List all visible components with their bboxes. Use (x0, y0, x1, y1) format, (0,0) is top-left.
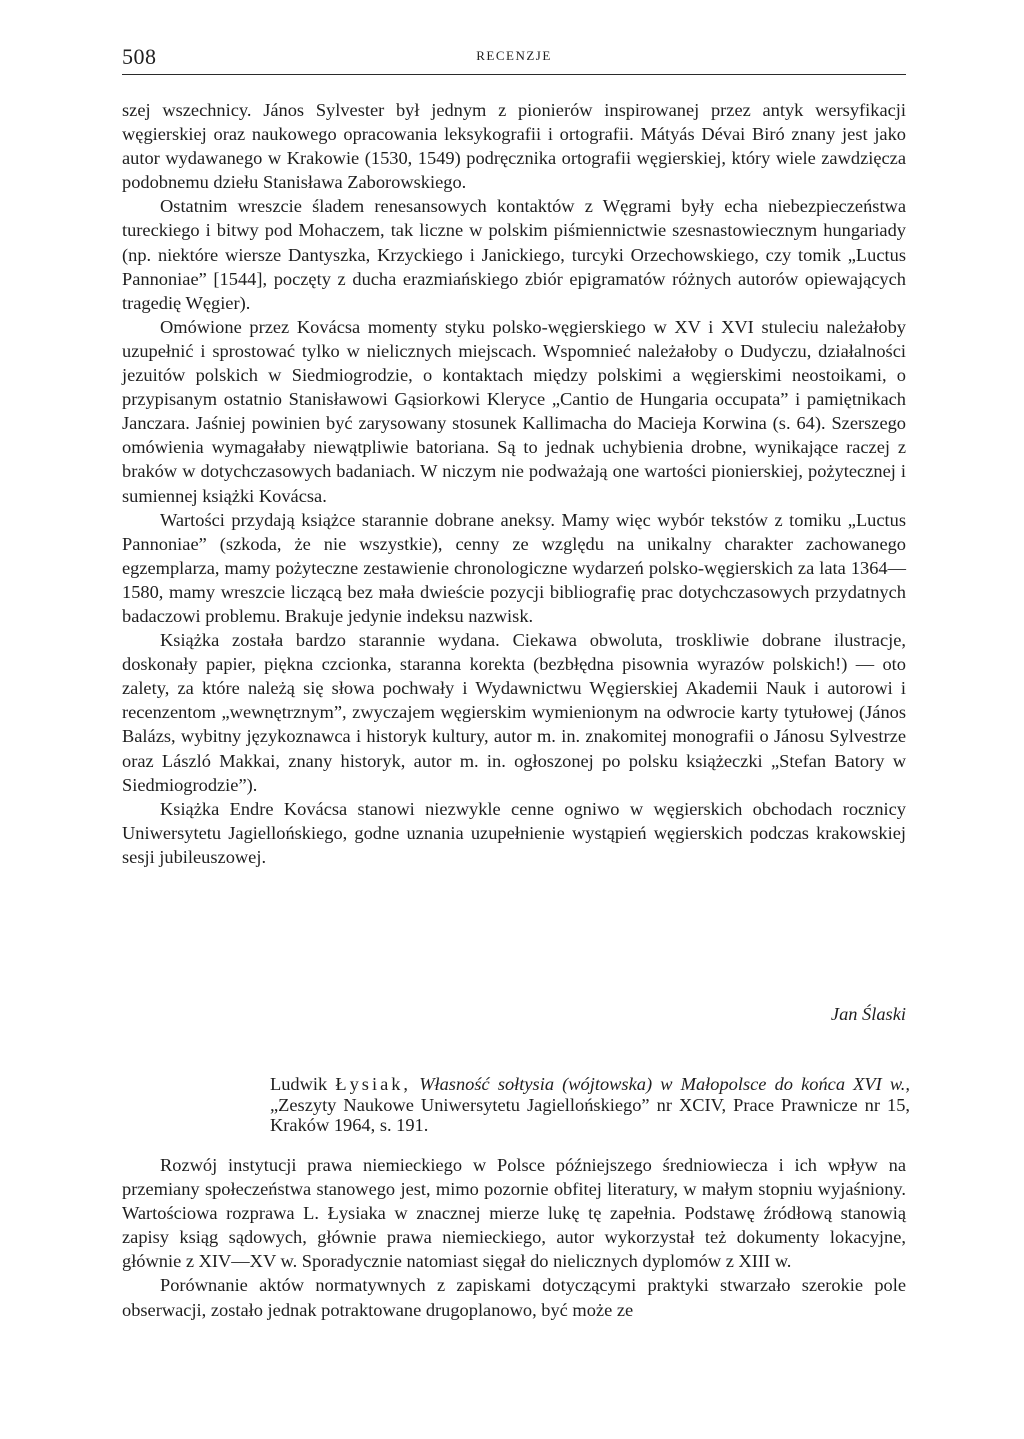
reviewer-signature: Jan Ślaski (830, 1004, 906, 1024)
page-header (122, 40, 906, 75)
page-number: 508 (122, 44, 157, 69)
paragraph: Wartości przydają książce starannie dobrane aneksy. Mamy więc wybór tekstów z tomiku „Luctus Pannoniae” (szkoda, że nie wszystkie), cenny ze względu na unikalny charakter zachowanego egzemplarza, mamy pożyteczne zestawienie chronologiczne wydarzeń polsko-węgierskich za lata 1364—1580, mamy wreszcie liczącą bez mała dwieście pozycji bibliografię prac dotychczasowych przydatnych badaczowi problemu. Brakuje jedynie indeksu nazwisk. (122, 509, 906, 626)
paragraph: Omówione przez Kovácsa momenty styku polsko-węgierskiego w XV i XVI stuleciu należałoby uzupełnić i sprostować tylko w nielicznych miejscach. Wspomnieć należałoby o Dudyczu, działalności jezuitów polskich w Siedmiogrodzie, o kontaktach między polskimi a węgierskimi neostoikami, o przypisanym ostatnio Stanisławowi Gąsiorkowi Kleryce „Cantio de Hungaria occupata” i pamiętnikach Janczara. Jaśniej powinien być zarysowany stosunek Kallimacha do Macieja Korwina (s. 64). Szerszego omówienia wymagałaby niewątpliwie batoriana. Są to jednak uchybienia drobne, wynikające raczej z braków w dotychczasowych badaniach. W niczym nie podważają one wartości pionierskiej, pożytecznej i sumiennej książki Kovácsa. (122, 316, 906, 506)
biblio-details: „Zeszyty Naukowe Uniwersytetu Jagiellońskiego” nr XCIV, Prace Prawnicze nr 15, Kraków 1964, s. 191. (270, 1094, 910, 1136)
paragraph: Książka Endre Kovácsa stanowi niezwykle cenne ogniwo w węgierskich obchodach rocznicy Uniwersytetu Jagiellońskiego, godne uznania uzupełnienie wystąpień węgierskich podczas krakowskiej sesji jubileuszowej. (122, 798, 906, 867)
paragraph: Książka została bardzo starannie wydana. Ciekawa obwoluta, troskliwie dobrane ilustracje, doskonały papier, piękna czcionka, staranna korekta (bezbłędna pisownia wyrazów polskich!) — oto zalety, za które należą się słowa pochwały i Wydawnictwu Węgierskiej Akademii Nauk i autorowi i recenzentom „wewnętrznym”, zwyczajem węgierskim wymienionym na odwrocie karty tytułowej (János Balázs, wybitny językoznawca i historyk kultury, autor m. in. znakomitej monografii o Jánosu Sylvestrze oraz László Makkai, znany historyk, autor m. in. ogłoszonej po polsku książeczki „Stefan Batory w Siedmiogrodzie”). (122, 630, 906, 795)
running-head: RECENZJE (476, 48, 552, 63)
paragraph: Rozwój instytucji prawa niemieckiego w Polsce późniejszego średniowiecza i ich wpływ na przemiany społeczeństwa stanowego jest, mimo pozornie obfitej literatury, w małym stopniu wyjaśniony. Wartościowa rozprawa L. Łysiaka w znacznej mierze lukę tę zapełnia. Podstawę źródłową stanowią zapisy ksiąg sądowych, głównie prawa niemieckiego, autor wykorzystał też dokumenty lokacyjne, głównie z XIV—XV w. Sporadycznie natomiast sięgał do nielicznych dyplomów z XIII w. (122, 1155, 906, 1272)
biblio-author-first: Ludwik (270, 1074, 328, 1094)
paragraph: szej wszechnicy. János Sylvester był jednym z pionierów inspirowanej przez antyk wersyfikacji węgierskiej oraz naukowego opracowania leksykografii i ortografii. Mátyás Dévai Biró znany jest jako autor wydawanego w Krakowie (1530, 1549) podręcznika ortografii węgierskiej, który wiele zawdzięcza podobnemu dziełu Stanisława Zaborowskiego. (122, 100, 906, 193)
review-body (122, 98, 906, 869)
paragraph: Porównanie aktów normatywnych z zapiskami dotyczącymi praktyki stwarzało szerokie pole obserwacji, zostało jednak potraktowane drugoplanowo, być może ze (122, 1275, 906, 1320)
biblio-title: Własność sołtysia (wójtowska) w Małopolsce do końca XVI w., (419, 1074, 910, 1094)
paragraph: Ostatnim wreszcie śladem renesansowych kontaktów z Węgrami były echa niebezpieczeństwa tureckiego i bitwy pod Mohaczem, tak liczne w polskim piśmiennictwie szesnastowiecznym hungariady (np. niektóre wiersze Dantyszka, Krzyckiego i Janickiego, turcyki Orzechowskiego, czy tomik „Luctus Pannoniae” [1544], poczęty z ducha erazmiańskiego zbiór epigramatów różnych autorów opiewających tragedię Węgier). (122, 196, 906, 313)
biblio-author-last: Łysiak, (335, 1074, 412, 1094)
bibliographic-heading (270, 1074, 910, 1136)
second-review-body (122, 1153, 906, 1322)
